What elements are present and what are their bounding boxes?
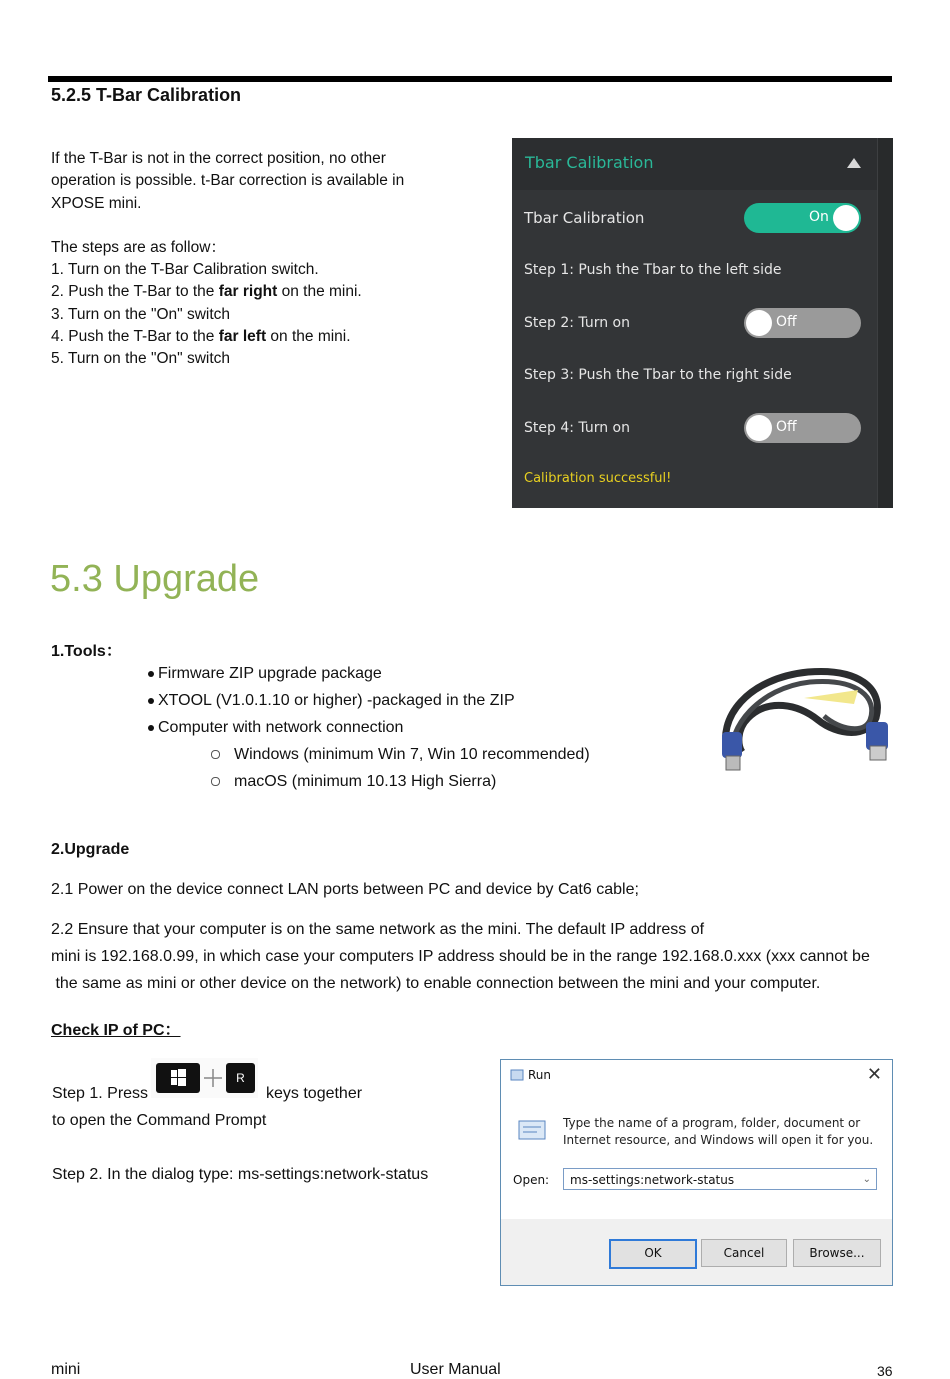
step-item: 1. Turn on the T-Bar Calibration switch. (51, 261, 319, 279)
open-label: Open: (513, 1173, 550, 1187)
bullet-icon (148, 671, 154, 677)
intro-line: operation is possible. t-Bar correction is available in (51, 172, 405, 190)
toggle-knob (746, 415, 772, 441)
scrollbar[interactable] (877, 138, 893, 508)
toggle-knob (833, 205, 859, 231)
circle-bullet-icon (211, 750, 220, 759)
step2-toggle[interactable] (744, 308, 861, 338)
windows-logo-icon (156, 1063, 200, 1093)
tool-item: Computer with network connection (148, 719, 403, 737)
calibration-label: Tbar Calibration (524, 209, 645, 227)
toggle-knob (746, 310, 772, 336)
check-ip-heading: Check IP of PC： (51, 1022, 181, 1039)
key-combo (151, 1058, 258, 1098)
tbar-calibration-panel (512, 138, 893, 508)
step1-keys-text: keys together (266, 1085, 363, 1102)
paragraph-2-2-line: mini is 192.168.0.99, in which case your computers IP address should be in the range 192.168.0.xxx (xxx cannot be (51, 948, 870, 965)
paragraph-2-2-line: 2.2 Ensure that your computer is on the same network as the mini. The default IP address of (51, 921, 705, 938)
cancel-button[interactable]: Cancel (701, 1239, 787, 1267)
browse-button[interactable]: Browse... (793, 1239, 881, 1267)
calibration-toggle[interactable] (744, 203, 861, 233)
tool-item: XTOOL (V1.0.1.10 or higher) -packaged in the ZIP (148, 692, 515, 710)
os-item: macOS (minimum 10.13 High Sierra) (211, 773, 496, 791)
toggle-label: Off (776, 419, 797, 435)
footer-left: mini (51, 1361, 81, 1378)
intro-text (51, 148, 404, 371)
toggle-label: On (809, 209, 829, 225)
plus-icon (203, 1068, 223, 1088)
paragraph-2-2-line: the same as mini or other device on the network) to enable connection between the mini and your computer. (51, 975, 821, 992)
run-title: Run (528, 1068, 552, 1082)
chevron-down-icon[interactable]: ⌄ (862, 1174, 871, 1185)
step4-label: Step 4: Turn on (524, 420, 630, 436)
bullet-icon (148, 698, 154, 704)
step-item: 4. Push the T-Bar to the far left on the mini. (51, 328, 351, 346)
footer-center: User Manual (410, 1361, 501, 1378)
step-item: 3. Turn on the "On" switch (51, 305, 231, 323)
step3-label: Step 3: Push the Tbar to the right side (524, 367, 792, 383)
step4-toggle[interactable] (744, 413, 861, 443)
section-title: 5.2.5 T-Bar Calibration (51, 85, 242, 105)
paragraph-2-1: 2.1 Power on the device connect LAN ports between PC and device by Cat6 cable; (51, 881, 639, 898)
success-message: Calibration successful! (524, 471, 672, 486)
steps-heading: The steps are as follow： (51, 238, 226, 256)
cat6-cable-image (708, 658, 900, 776)
r-key: R (226, 1063, 255, 1093)
toggle-label: Off (776, 314, 797, 330)
collapse-arrow-icon[interactable] (847, 158, 861, 168)
run-dialog (500, 1059, 893, 1286)
step2-text: Step 2. In the dialog type: ms-settings:network-status (52, 1166, 429, 1183)
panel-header[interactable] (512, 138, 878, 190)
windows-key (156, 1063, 200, 1093)
intro-line: XPOSE mini. (51, 194, 142, 212)
tools-heading: 1.Tools： (51, 643, 122, 660)
circle-bullet-icon (211, 777, 220, 786)
os-item: Windows (minimum Win 7, Win 10 recommended) (211, 746, 590, 764)
step1-line2: to open the Command Prompt (52, 1112, 267, 1129)
intro-line: If the T-Bar is not in the correct position, no other (51, 150, 386, 167)
run-program-icon (515, 1118, 547, 1142)
upgrade-title: 5.3 Upgrade (50, 558, 260, 600)
upgrade-heading: 2.Upgrade (51, 841, 130, 858)
ok-button[interactable]: OK (609, 1239, 697, 1269)
open-input[interactable]: ms-settings:network-status ⌄ (563, 1168, 877, 1190)
step1-press-text: Step 1. Press (52, 1085, 149, 1102)
close-icon[interactable]: ✕ (866, 1064, 882, 1085)
step2-label: Step 2: Turn on (524, 315, 630, 331)
tool-item: Firmware ZIP upgrade package (148, 665, 382, 683)
step1-label: Step 1: Push the Tbar to the left side (524, 262, 782, 278)
panel-header-title: Tbar Calibration (525, 153, 654, 172)
run-app-icon (510, 1069, 524, 1081)
step-item: 2. Push the T-Bar to the far right on the mini. (51, 283, 362, 301)
step-item: 5. Turn on the "On" switch (51, 350, 231, 368)
bullet-icon (148, 725, 154, 731)
top-rule (48, 76, 892, 82)
run-description: Type the name of a program, folder, document or Internet resource, and Windows will open it for you. (563, 1116, 874, 1147)
page-number: 36 (877, 1363, 893, 1379)
